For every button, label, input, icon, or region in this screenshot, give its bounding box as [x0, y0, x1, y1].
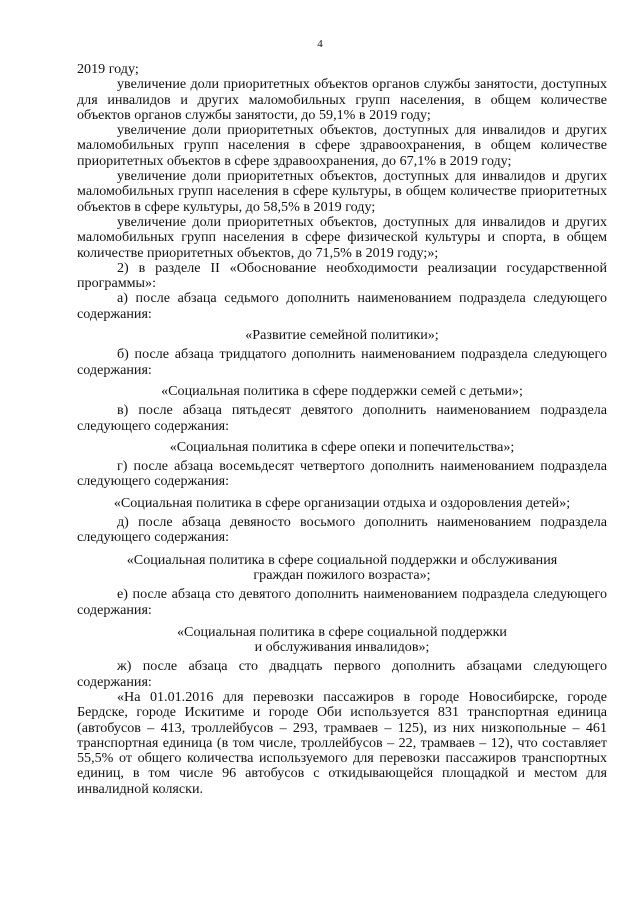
- page-number: 4: [317, 38, 323, 50]
- paragraph: а) после абзаца седьмого дополнить наименованием подраздела следующего содержания:: [77, 290, 607, 322]
- paragraph: увеличение доли приоритетных объектов, доступных для инвалидов и других маломобильных групп населения в сфере культуры, в общем количестве приоритетных объектов в сфере культуры, до 58,5% в 2019 году;: [77, 168, 607, 215]
- paragraph: «На 01.01.2016 для перевозки пассажиров в городе Новосибирске, городе Бердске, городе Искитиме и городе Оби используется 831 транспортная единица (автобусов – 413, троллейбусов – 293, трамваев – 125), из них низкопольные – 461 транспортная единица (в том числе, троллейбусов – 22, трамваев – 12), что составляет 55,5% от общего количества используемого для перевозки пассажиров транспортных единиц, в том числе 96 автобусов с откидывающейся площадкой и местом для инвалидной коляски.: [77, 688, 607, 797]
- paragraph: д) после абзаца девяносто восьмого дополнить наименованием подраздела следующего содержания:: [77, 514, 607, 546]
- subsection-heading: [77, 625, 607, 656]
- subsection-heading: «Социальная политика в сфере опеки и попечительства»;: [169, 438, 515, 455]
- paragraph: б) после абзаца тридцатого дополнить наименованием подраздела следующего содержания:: [77, 346, 607, 378]
- paragraph: увеличение доли приоритетных объектов, доступных для инвалидов и других маломобильных групп населения в сфере здравоохранения, в общем количестве приоритетных объектов в сфере здравоохранения, до 67,1% в 2019 году;: [77, 122, 607, 169]
- paragraph: 2019 году;: [77, 61, 139, 77]
- paragraph: 2) в разделе II «Обоснование необходимости реализации государственной программы»:: [77, 259, 607, 292]
- paragraph: увеличение доли приоритетных объектов, доступных для инвалидов и других маломобильных групп населения в сфере физической культуры и спорта, в общем количестве приоритетных объектов, до 71,5% в 2019 году;»;: [77, 213, 607, 261]
- subsection-heading: «Развитие семейной политики»;: [245, 327, 439, 344]
- heading-line: и обслуживания инвалидов»;: [254, 639, 430, 656]
- document-body: [77, 62, 607, 797]
- paragraph: г) после абзаца восемьдесят четвертого дополнить наименованием подраздела следующего содержания:: [77, 458, 607, 490]
- subsection-heading: «Социальная политика в сфере поддержки семей с детьми»;: [161, 382, 523, 399]
- paragraph: е) после абзаца сто девятого дополнить наименованием подраздела следующего содержания:: [77, 586, 607, 618]
- paragraph: ж) после абзаца сто двадцать первого дополнить абзацами следующего содержания:: [77, 658, 607, 690]
- heading-line: «Социальная политика в сфере социальной поддержки: [177, 623, 507, 640]
- subsection-heading: [77, 553, 607, 584]
- subsection-heading: «Социальная политика в сфере организации отдыха и оздоровления детей»;: [113, 494, 571, 511]
- heading-line: «Социальная политика в сфере социальной поддержки и обслуживания: [126, 551, 558, 568]
- paragraph: увеличение доли приоритетных объектов органов службы занятости, доступных для инвалидов и других маломобильных групп населения, в общем количестве объектов органов службы занятости, до 59,1% в 2019 году;: [77, 76, 607, 123]
- paragraph: в) после абзаца пятьдесят девятого дополнить наименованием подраздела следующего содержания:: [77, 402, 607, 434]
- heading-line: граждан пожилого возраста»;: [253, 566, 431, 583]
